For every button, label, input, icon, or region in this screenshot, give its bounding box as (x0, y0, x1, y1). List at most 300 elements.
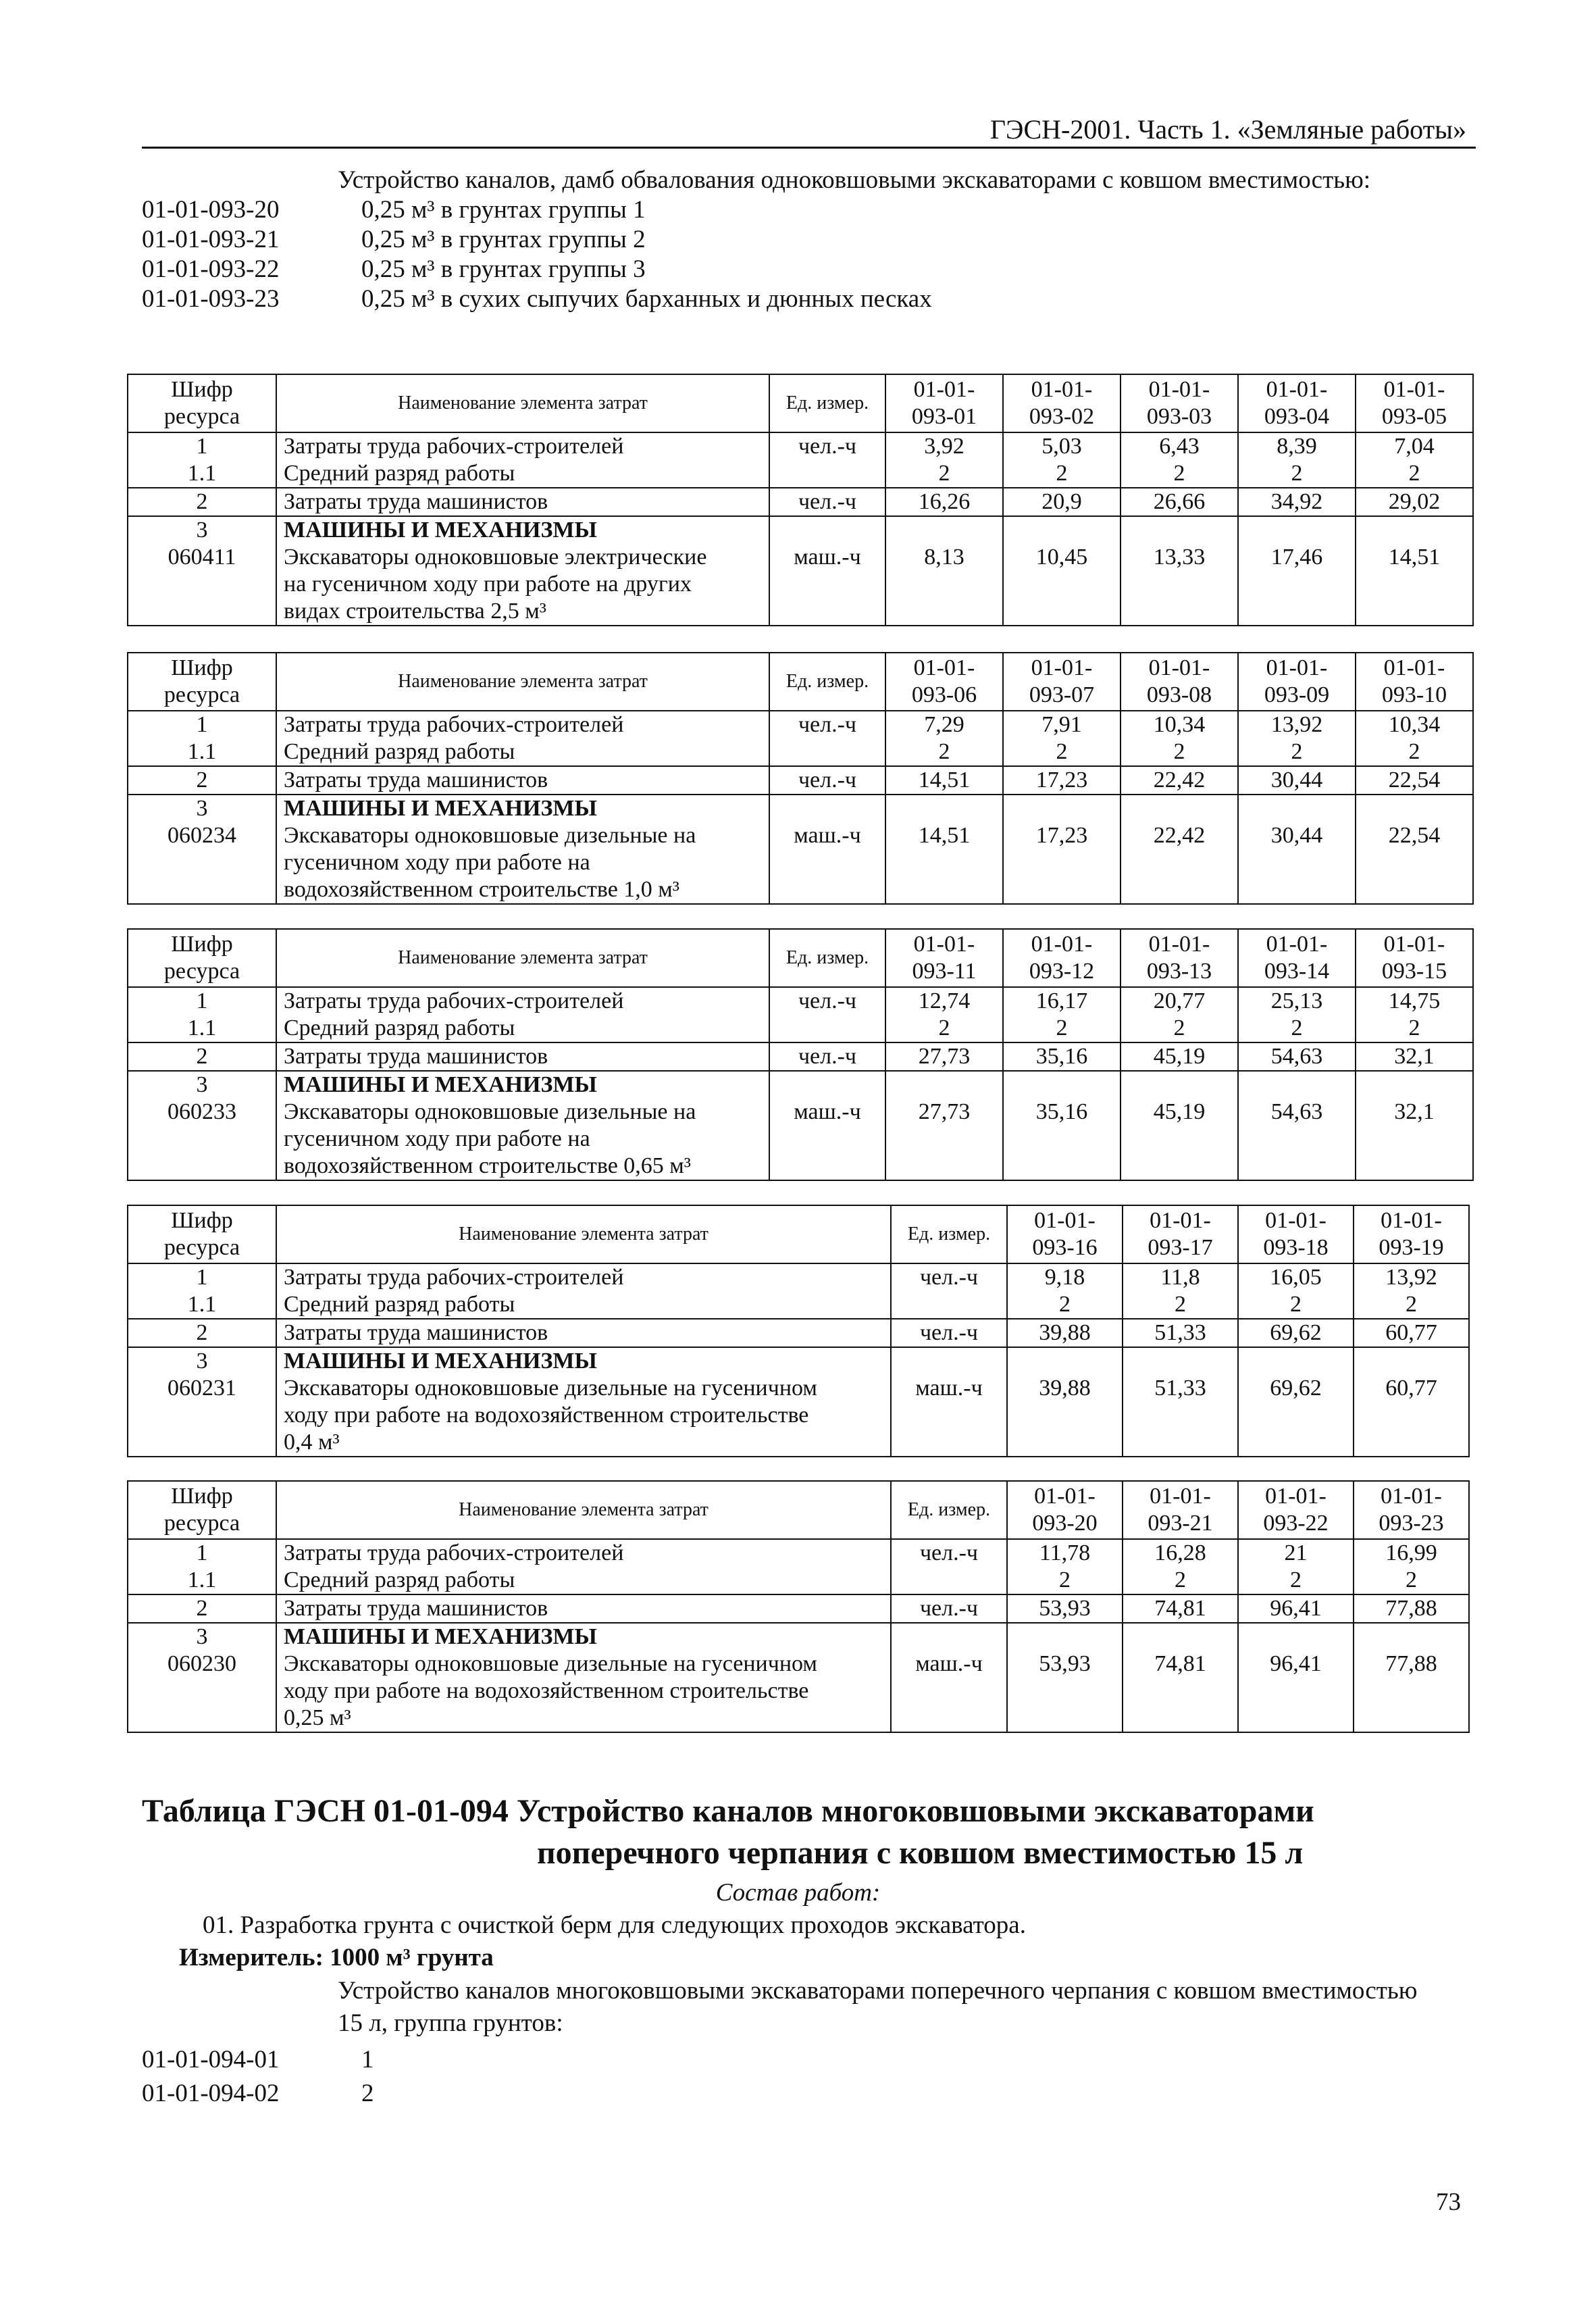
section-title-line: Таблица ГЭСН 01-01-094 Устройство каналов многоковшовыми экскаваторами (142, 1793, 1314, 1829)
row-unit: чел.-ч (769, 766, 885, 795)
column-code-line: 093-19 (1379, 1235, 1444, 1260)
header-column-code (1123, 1481, 1238, 1539)
cell-value (1356, 711, 1473, 766)
header-unit: Ед. измер. (769, 653, 885, 711)
section-label: МАШИНЫ И МЕХАНИЗМЫ (284, 1624, 597, 1649)
header-column-code (1003, 374, 1121, 432)
header-code-line: ресурса (163, 404, 240, 429)
column-code-line: 01-01- (1381, 1208, 1442, 1233)
labor-value: 16,28 (1154, 1540, 1206, 1565)
machine-description-line: водохозяйственном строительстве 1,0 м³ (284, 877, 680, 902)
cell-value: 69,62 (1238, 1319, 1354, 1347)
cell-value: 20,9 (1003, 488, 1121, 516)
cell-value (885, 795, 1003, 904)
cell-value (885, 1071, 1003, 1180)
table-row (128, 432, 1473, 488)
machine-description-line: Экскаваторы одноковшовые дизельные на гусеничном (284, 1376, 817, 1401)
header-name: Наименование элемента затрат (276, 374, 769, 432)
spacer (1014, 1348, 1115, 1375)
cell-value: 26,66 (1121, 488, 1238, 516)
cell-value (1121, 987, 1238, 1042)
cell-value: 54,63 (1238, 1042, 1356, 1071)
spacer (1245, 795, 1348, 822)
machine-value: 60,77 (1385, 1376, 1437, 1401)
row-code: 2 (128, 1594, 276, 1623)
spacer (898, 1624, 1000, 1651)
row-code-line: 1 (196, 1265, 208, 1290)
machine-value: 39,88 (1039, 1376, 1091, 1401)
row-code-line: 1.1 (187, 1567, 217, 1592)
row-name-line: Затраты труда рабочих-строителей (284, 988, 624, 1013)
cell-value (1123, 1539, 1238, 1594)
labor-value: 7,29 (924, 712, 964, 737)
row-unit: чел.-ч (891, 1594, 1007, 1623)
row-unit (769, 795, 885, 904)
section-title-line: поперечного черпания с ковшом вместимостью 15 л (537, 1835, 1304, 1871)
table-row (128, 1042, 1473, 1071)
spacer (1010, 795, 1113, 822)
column-code-line: 093-21 (1148, 1511, 1213, 1536)
cell-value (1121, 516, 1238, 626)
table-row (128, 795, 1473, 904)
column-code-line: 01-01- (1148, 655, 1210, 680)
spacer (1361, 1348, 1462, 1375)
cell-value: 22,42 (1121, 766, 1238, 795)
unit-value: маш.-ч (794, 823, 861, 848)
row-name (276, 1263, 891, 1319)
cell-value (1003, 432, 1121, 488)
cell-value (1007, 1539, 1123, 1594)
column-code-line: 093-15 (1381, 959, 1447, 984)
machine-description-line: видах строительства 2,5 м³ (284, 599, 546, 624)
code-row (142, 284, 1479, 314)
row-name (276, 1623, 891, 1732)
header-column-code (1007, 1481, 1123, 1539)
row-code (128, 711, 276, 766)
labor-value: 11,78 (1039, 1540, 1091, 1565)
cell-value (1356, 795, 1473, 904)
header-code-line: Шифр (171, 377, 233, 402)
row-unit: чел.-ч (769, 1042, 885, 1071)
cell-value (1238, 1347, 1354, 1457)
cell-value (1123, 1347, 1238, 1457)
labor-value: 10,34 (1153, 712, 1206, 737)
row-code (128, 1263, 276, 1319)
cell-value: 96,41 (1238, 1594, 1354, 1623)
header-code-line: Шифр (171, 1208, 233, 1233)
row-code-line: 1 (196, 712, 208, 737)
cell-value (1121, 1071, 1238, 1180)
spacer (1130, 1348, 1231, 1375)
row-code (128, 987, 276, 1042)
cell-value: 60,77 (1354, 1319, 1469, 1347)
header-code (128, 1481, 276, 1539)
column-code-line: 093-01 (911, 404, 977, 429)
column-code-line: 093-14 (1264, 959, 1330, 984)
column-code-line: 01-01- (1150, 1208, 1211, 1233)
machine-value: 35,16 (1035, 1099, 1088, 1124)
row-code-line: 1.1 (187, 1015, 217, 1040)
machine-value: 27,73 (918, 1099, 971, 1124)
row-name: Затраты труда машинистов (276, 488, 769, 516)
cell-value (1238, 1623, 1354, 1732)
spacer (1245, 1624, 1346, 1651)
resource-table (127, 374, 1474, 626)
cell-value: 17,23 (1003, 766, 1121, 795)
code-description: 1 (361, 2046, 374, 2073)
row-code: 2 (128, 1319, 276, 1347)
grade-value: 2 (1408, 461, 1420, 486)
machine-value: 32,1 (1394, 1099, 1435, 1124)
header-column-code (1356, 929, 1473, 987)
running-title: ГЭСН-2001. Часть 1. «Земляные работы» (989, 114, 1466, 145)
row-code: 2 (128, 488, 276, 516)
code-description: 2 (361, 2080, 374, 2107)
machine-value: 53,93 (1039, 1651, 1091, 1676)
labor-value: 7,04 (1394, 434, 1435, 459)
spacer (1363, 1072, 1466, 1099)
row-name-line: Средний разряд работы (284, 1292, 515, 1317)
column-code-line: 01-01- (1383, 655, 1445, 680)
header-column-code (1003, 653, 1121, 711)
header-code-line: Шифр (171, 655, 233, 680)
cell-value (1354, 1539, 1469, 1594)
row-code-line: 1.1 (187, 1292, 217, 1317)
grade-value: 2 (1173, 739, 1185, 764)
code: 01-01-094-01 (142, 2046, 280, 2073)
grade-value: 2 (1173, 1015, 1185, 1040)
row-unit: чел.-ч (769, 488, 885, 516)
column-code-line: 01-01- (1034, 1208, 1096, 1233)
table-header-row (128, 1481, 1469, 1539)
row-unit (769, 516, 885, 626)
column-code-line: 01-01- (1383, 377, 1445, 402)
resource-table (127, 652, 1474, 905)
header-code (128, 929, 276, 987)
grade-value: 2 (1059, 1567, 1071, 1592)
machine-description-line: на гусеничном ходу при работе на других (284, 572, 692, 597)
labor-value: 20,77 (1153, 988, 1206, 1013)
header-column-code (1354, 1205, 1469, 1263)
unit-value: маш.-ч (915, 1376, 983, 1401)
row-name-line: Затраты труда рабочих-строителей (284, 712, 624, 737)
machine-description-line: ходу при работе на водохозяйственном строительстве (284, 1678, 809, 1703)
header-code-line: ресурса (163, 1511, 240, 1536)
table-row (128, 987, 1473, 1042)
cell-value (1007, 1623, 1123, 1732)
row-code-line: 060233 (168, 1099, 236, 1124)
row-name (276, 711, 769, 766)
column-code-line: 01-01- (1148, 932, 1210, 957)
code-description: 0,25 м³ в грунтах группы 2 (361, 226, 646, 253)
grade-value: 2 (1290, 1567, 1302, 1592)
header-column-code (1354, 1481, 1469, 1539)
spacer (1010, 517, 1113, 544)
table-row (128, 1071, 1473, 1180)
machine-value: 17,46 (1270, 545, 1323, 570)
intro-block (142, 166, 1479, 314)
table-row (128, 488, 1473, 516)
spacer (893, 795, 996, 822)
machine-description-line: гусеничном ходу при работе на (284, 850, 590, 875)
header-unit: Ед. измер. (769, 374, 885, 432)
spacer (1128, 1072, 1231, 1099)
labor-value: 16,05 (1270, 1265, 1322, 1290)
cell-value (1356, 1071, 1473, 1180)
cell-value (1123, 1623, 1238, 1732)
row-code-line: 3 (196, 1624, 208, 1649)
labor-value: 10,34 (1388, 712, 1441, 737)
machine-value: 69,62 (1270, 1376, 1322, 1401)
spacer (1128, 795, 1231, 822)
column-code-line: 01-01- (1265, 1484, 1327, 1509)
row-code-line: 3 (196, 1349, 208, 1374)
spacer (893, 1072, 996, 1099)
cell-value (1007, 1263, 1123, 1319)
row-code-line: 1 (196, 434, 208, 459)
column-code-line: 01-01- (1266, 932, 1328, 957)
labor-value: 5,03 (1041, 434, 1082, 459)
row-name-line: Средний разряд работы (284, 1567, 515, 1592)
machine-value: 13,33 (1153, 545, 1206, 570)
row-unit: чел.-ч (769, 432, 885, 488)
machine-description-line: Экскаваторы одноковшовые дизельные на гусеничном (284, 1651, 817, 1676)
column-code-line: 01-01- (913, 377, 975, 402)
spacer (1361, 1624, 1462, 1651)
row-unit: чел.-ч (891, 1319, 1007, 1347)
row-name: Затраты труда машинистов (276, 1042, 769, 1071)
grade-value: 2 (1175, 1567, 1186, 1592)
header-column-code (1123, 1205, 1238, 1263)
column-code-line: 01-01- (1266, 655, 1328, 680)
header-column-code (1121, 653, 1238, 711)
labor-value: 9,18 (1044, 1265, 1085, 1290)
labor-value: 6,43 (1159, 434, 1200, 459)
cell-value (1123, 1263, 1238, 1319)
grade-value: 2 (1291, 739, 1303, 764)
resource-table (127, 1480, 1470, 1733)
code-description: 0,25 м³ в грунтах группы 3 (361, 255, 646, 283)
grade-value: 2 (1290, 1292, 1302, 1317)
grade-value: 2 (938, 739, 950, 764)
cell-value: 32,1 (1356, 1042, 1473, 1071)
column-code-line: 093-09 (1264, 682, 1330, 707)
row-name: Затраты труда машинистов (276, 1594, 891, 1623)
row-code (128, 432, 276, 488)
grade-value: 2 (1291, 461, 1303, 486)
row-name (276, 432, 769, 488)
column-code-line: 01-01- (1031, 655, 1093, 680)
header-code-line: Шифр (171, 1484, 233, 1509)
machine-description-line: Экскаваторы одноковшовые электрические (284, 545, 707, 570)
row-unit: чел.-ч (769, 987, 885, 1042)
section-label: МАШИНЫ И МЕХАНИЗМЫ (284, 796, 597, 821)
spacer (1245, 1348, 1346, 1375)
grade-value: 2 (1056, 739, 1068, 764)
grade-value: 2 (1173, 461, 1185, 486)
unit-value: маш.-ч (915, 1651, 983, 1676)
header-column-code (1238, 1205, 1354, 1263)
cell-value (1238, 711, 1356, 766)
spacer (898, 1348, 1000, 1375)
row-code-line: 3 (196, 518, 208, 543)
machine-description-line: гусеничном ходу при работе на (284, 1126, 590, 1151)
spacer (1363, 795, 1466, 822)
row-name-line: Средний разряд работы (284, 461, 515, 486)
row-unit: чел.-ч (769, 711, 885, 766)
cell-value (1354, 1623, 1469, 1732)
machine-value: 96,41 (1270, 1651, 1322, 1676)
meter: Измеритель: 1000 м³ грунта (179, 1944, 494, 1971)
machine-value: 14,51 (918, 823, 971, 848)
table-row (128, 1263, 1469, 1319)
grade-value: 2 (938, 461, 950, 486)
column-code-line: 01-01- (1266, 377, 1328, 402)
header-code (128, 1205, 276, 1263)
row-name (276, 987, 769, 1042)
grade-value: 2 (1408, 739, 1420, 764)
cell-value (885, 516, 1003, 626)
column-code-line: 093-08 (1146, 682, 1212, 707)
row-name-line: Затраты труда рабочих-строителей (284, 434, 624, 459)
machine-value: 51,33 (1154, 1376, 1206, 1401)
column-code-line: 093-07 (1029, 682, 1095, 707)
header-code (128, 653, 276, 711)
table-row (128, 1623, 1469, 1732)
machine-value: 22,42 (1153, 823, 1206, 848)
column-code-line: 093-02 (1029, 404, 1095, 429)
row-code-line: 060230 (168, 1651, 236, 1676)
page-header (142, 107, 1476, 149)
row-name (276, 1071, 769, 1180)
code-row (142, 2077, 374, 2111)
column-code-line: 01-01- (1265, 1208, 1327, 1233)
row-name-line: Затраты труда рабочих-строителей (284, 1265, 624, 1290)
machine-value: 14,51 (1388, 545, 1441, 570)
section-codes (142, 2043, 374, 2111)
labor-value: 7,91 (1041, 712, 1082, 737)
column-code-line: 01-01- (1031, 932, 1093, 957)
cell-value (1238, 516, 1356, 626)
cell-value: 14,51 (885, 766, 1003, 795)
column-code-line: 093-22 (1263, 1511, 1329, 1536)
machine-description-line: 0,4 м³ (284, 1430, 340, 1455)
column-code-line: 093-12 (1029, 959, 1095, 984)
header-column-code (1238, 374, 1356, 432)
column-code-line: 01-01- (1031, 377, 1093, 402)
row-code-line: 060231 (168, 1376, 236, 1401)
spacer (1010, 1072, 1113, 1099)
column-code-line: 01-01- (1150, 1484, 1211, 1509)
column-code-line: 093-18 (1263, 1235, 1329, 1260)
cell-value: 29,02 (1356, 488, 1473, 516)
cell-value (1003, 516, 1121, 626)
code: 01-01-093-21 (142, 226, 280, 253)
header-code-line: ресурса (163, 682, 240, 707)
labor-value: 21 (1284, 1540, 1308, 1565)
grade-value: 2 (1059, 1292, 1071, 1317)
header-column-code (885, 929, 1003, 987)
header-column-code (1238, 929, 1356, 987)
column-code-line: 093-20 (1032, 1511, 1098, 1536)
machine-value: 10,45 (1035, 545, 1088, 570)
spacer (1130, 1624, 1231, 1651)
row-code-line: 1 (196, 1540, 208, 1565)
cell-value (1238, 795, 1356, 904)
cell-value: 16,26 (885, 488, 1003, 516)
row-unit: чел.-ч (891, 1263, 1007, 1319)
labor-value: 16,17 (1035, 988, 1088, 1013)
resource-table (127, 928, 1474, 1181)
cell-value (1003, 711, 1121, 766)
row-code-line: 060234 (168, 823, 236, 848)
cell-value (1007, 1347, 1123, 1457)
spacer (777, 1072, 878, 1099)
table-header-row (128, 1205, 1469, 1263)
row-code-line: 1.1 (187, 739, 217, 764)
section-label: МАШИНЫ И МЕХАНИЗМЫ (284, 1349, 597, 1374)
cell-value: 51,33 (1123, 1319, 1238, 1347)
table-header-row (128, 653, 1473, 711)
machine-value: 54,63 (1270, 1099, 1323, 1124)
machine-value: 45,19 (1153, 1099, 1206, 1124)
column-code-line: 093-13 (1146, 959, 1212, 984)
cell-value: 30,44 (1238, 766, 1356, 795)
cell-value: 27,73 (885, 1042, 1003, 1071)
cell-value: 53,93 (1007, 1594, 1123, 1623)
cell-value (1003, 1071, 1121, 1180)
code: 01-01-094-02 (142, 2080, 280, 2107)
spacer (1014, 1624, 1115, 1651)
row-name-line: Средний разряд работы (284, 739, 515, 764)
row-name-line: Затраты труда рабочих-строителей (284, 1540, 624, 1565)
row-unit (891, 1623, 1007, 1732)
cell-value (1238, 1539, 1354, 1594)
machine-description-line: Экскаваторы одноковшовые дизельные на (284, 823, 696, 848)
header-column-code (1238, 653, 1356, 711)
code-description: 0,25 м³ в грунтах группы 1 (361, 196, 646, 224)
cell-value (1238, 432, 1356, 488)
code-row (142, 255, 1479, 284)
spacer (777, 517, 878, 544)
cell-value (1354, 1263, 1469, 1319)
page-number: 73 (1436, 2188, 1461, 2216)
cell-value: 77,88 (1354, 1594, 1469, 1623)
works-title: Состав работ: (715, 1879, 881, 1907)
cell-value: 74,81 (1123, 1594, 1238, 1623)
cell-value (1121, 432, 1238, 488)
machine-value: 30,44 (1270, 823, 1323, 848)
row-code (128, 516, 276, 626)
grade-value: 2 (1406, 1567, 1417, 1592)
header-column-code (1007, 1205, 1123, 1263)
cell-value (1238, 1071, 1356, 1180)
unit-value: маш.-ч (794, 1099, 861, 1124)
row-code (128, 795, 276, 904)
row-code: 2 (128, 1042, 276, 1071)
header-column-code (885, 374, 1003, 432)
column-code-line: 01-01- (1383, 932, 1445, 957)
grade-value: 2 (1408, 1015, 1420, 1040)
machine-description-line: водохозяйственном строительстве 0,65 м³ (284, 1153, 692, 1178)
row-name (276, 1539, 891, 1594)
code-row (142, 195, 1479, 225)
row-code: 2 (128, 766, 276, 795)
machine-description-line: 0,25 м³ (284, 1705, 351, 1730)
code-row (142, 225, 1479, 255)
header-column-code (1121, 374, 1238, 432)
column-code-line: 01-01- (1148, 377, 1210, 402)
